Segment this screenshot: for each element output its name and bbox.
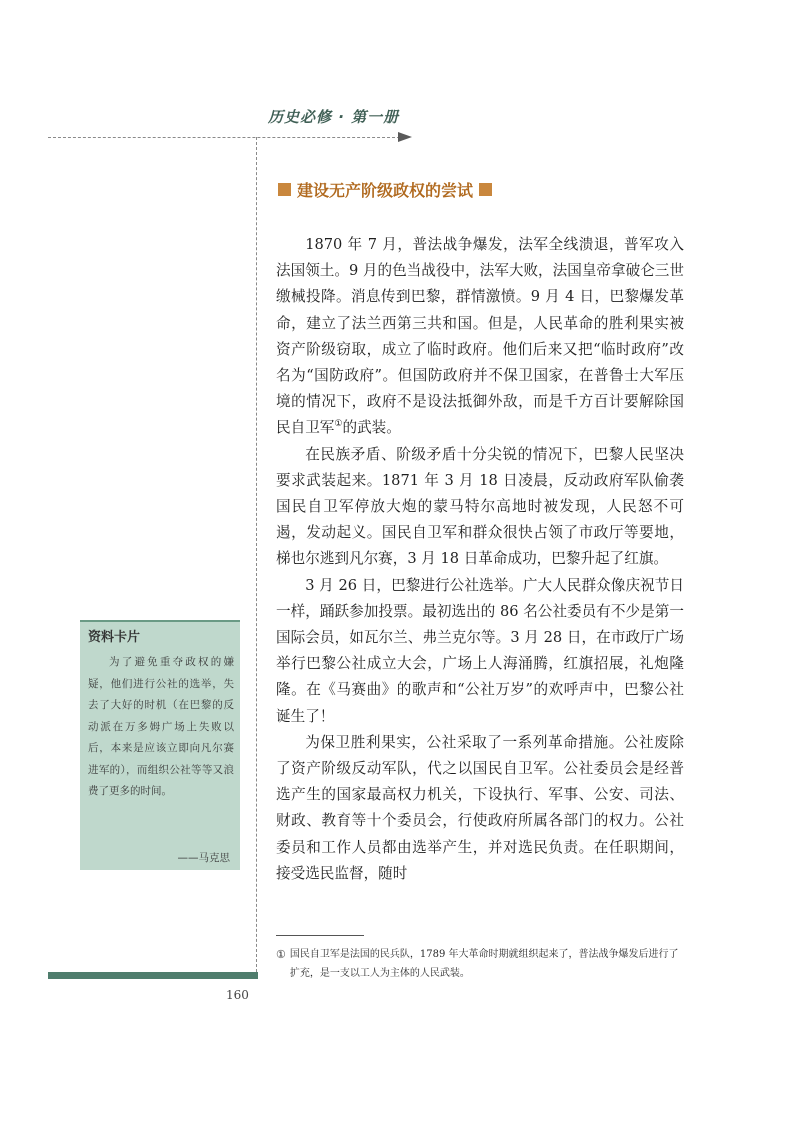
paragraph-2: 在民族矛盾、阶级矛盾十分尖锐的情况下，巴黎人民坚决要求武装起来。1871 年 3 月 18 日凌晨，反动政府军队偷袭国民自卫军停放大炮的蒙马特尔高地时被发现，人民怒不可遏，发动起义。国民自卫军和群众很快占领了市政厅等要地，梯也尔逃到凡尔赛，3 月 18 日革命成功，巴黎升起了红旗。 [276, 445, 684, 568]
bottom-bar [48, 972, 258, 979]
footnote-text: 国民自卫军是法国的民兵队，1789 年大革命时期就组织起来了，普法战争爆发后进行了扩充，是一支以工人为主体的人民武装。 [289, 949, 679, 979]
resource-card-text: 为了避免重夺政权的嫌疑，他们进行公社的选举，失去了大好的时机（在巴黎的反动派在万多姆广场上失败以后，本来是应该立即向凡尔赛进军的），而组织公社等等又浪费了更多的时间。 [88, 656, 234, 797]
resource-card [80, 620, 240, 870]
footnote-rule [276, 935, 364, 936]
arrow-right-icon [398, 132, 412, 142]
square-icon [278, 183, 291, 196]
footnote-reference[interactable]: ① [334, 419, 343, 430]
paragraph-1 [276, 232, 684, 442]
book-title: 历史必修 · 第一册 [268, 108, 400, 126]
footnote-number: ① [276, 948, 286, 961]
body-text [276, 232, 684, 887]
paragraph-1-text: 1870 年 7 月，普法战争爆发，法军全线溃退，普军攻入法国领土。9 月的色当战役中，法军大败，法国皇帝拿破仑三世缴械投降。消息传到巴黎，群情激愤。9 月 4 日，巴黎爆发革命，建立了法兰西第三共和国。但是，人民革命的胜利果实被资产阶级窃取，成立了临时政府。他们后来又把“临时政府”改名为“国防政府”。但国防政府并不保卫国家，在普鲁士大军压境的情况下，政府不是设法抵御外敌，而是千方百计要解除国民自卫军 [276, 236, 684, 437]
paragraph-4: 为保卫胜利果实，公社采取了一系列革命措施。公社废除了资产阶级反动军队，代之以国民自卫军。公社委员会是经普选产生的国家最高权力机关，下设执行、军事、公安、司法、财政、教育等十个委员会，行使政府所属各部门的权力。公社委员和工作人员都由选举产生，并对选民负责。在任职期间，接受选民监督，随时 [276, 733, 684, 882]
resource-card-title: 资料卡片 [88, 630, 141, 645]
paragraph-1-end: 的武装。 [342, 419, 401, 437]
header-dashed-rule [48, 137, 400, 138]
section-heading [278, 178, 492, 200]
resource-card-source: ——马克思 [177, 852, 230, 864]
margin-dashed-rule [256, 137, 257, 977]
section-title: 建设无产阶级政权的尝试 [297, 180, 474, 200]
page-number: 160 [226, 988, 249, 1002]
paragraph-3: 3 月 26 日，巴黎进行公社选举。广大人民群众像庆祝节日一样，踊跃参加投票。最初选出的 86 名公社委员有不少是第一国际会员，如瓦尔兰、弗兰克尔等。3 月 28 日，在市政厅广场举行巴黎公社成立大会，广场上人海涌腾，红旗招展，礼炮隆隆。在《马赛曲》的歌声和“公社万岁”的欢呼声中，巴黎公社诞生了！ [276, 576, 684, 725]
square-icon [479, 183, 492, 196]
footnote [276, 945, 684, 983]
